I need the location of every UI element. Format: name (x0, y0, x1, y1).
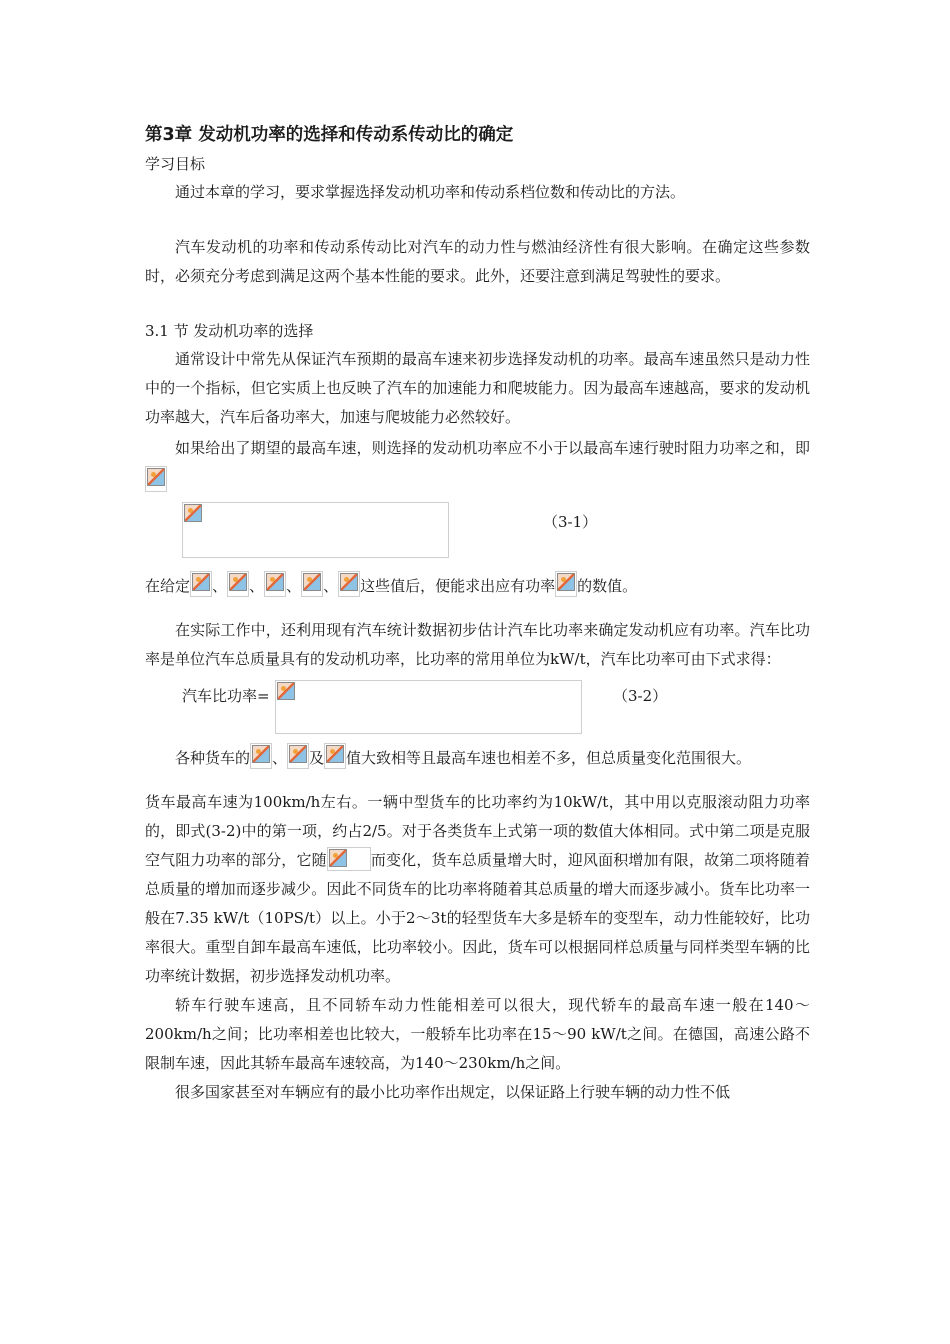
symbol-image-icon (287, 743, 309, 769)
broken-image-icon (229, 573, 247, 591)
chapter-title: 第3章 发动机功率的选择和传动系传动比的确定 (145, 125, 514, 145)
broken-image-icon (192, 573, 210, 591)
equation-3-2-image (275, 680, 582, 734)
truck-details-b: 而变化，货车总质量增大时，迎风面积增加有限，故第二项将随着总质量的增加而逐步减少。因此不同货车的比功率将随着其总质量的增大而逐步减小。货车比功率一般在7.35 kW/t（10PS/t）以上。小于2～3t的轻型货车大多是轿车的变型车，动力性能较好，比功率很大。重型自卸车最高车速低，比功率较小。因此，货车可以根据同样总质量与同样类型车辆的比功率统计数据，初步选择发动机功率。 (145, 851, 810, 985)
symbol-image-icon (301, 571, 323, 597)
paragraph-given-values (145, 570, 810, 602)
equation-3-1-image (182, 502, 449, 558)
symbol-image-icon (338, 571, 360, 597)
paragraph-specific-power: 在实际工作中，还利用现有汽车统计数据初步估计汽车比功率来确定发动机应有功率。汽车比功率是单位汽车总质量具有的发动机功率，比功率的常用单位为kW/t，汽车比功率可由下式求得： (145, 621, 810, 668)
symbol-image-icon (555, 571, 577, 597)
broken-image-icon (329, 849, 347, 867)
symbol-image-icon (324, 743, 346, 769)
broken-image-icon (266, 573, 284, 591)
given-prefix: 在给定 (145, 577, 191, 595)
given-suffix-a: 这些值后，便能求出应有功率 (360, 577, 556, 595)
truck-suffix: 值大致相等且最高车速也相差不多，但总质量变化范围很大。 (346, 749, 752, 767)
symbol-image-icon (327, 847, 371, 871)
separator: 、 (323, 577, 339, 595)
paragraph-trucks (145, 742, 810, 774)
equation-3-2-row (145, 680, 810, 742)
paragraph-max-speed: 通常设计中常先从保证汽车预期的最高车速来初步选择发动机的功率。最高车速虽然只是动力性中的一个指标，但它实质上也反映了汽车的加速能力和爬坡能力。因为最高车速越高，要求的发动机功率越大，汽车后备功率大，加速与爬坡能力必然较好。 (145, 350, 810, 426)
equation-3-2-label: 汽车比功率= (182, 687, 270, 705)
symbol-image-icon (250, 743, 272, 769)
broken-image-icon (277, 682, 295, 700)
separator: 、 (286, 577, 302, 595)
given-suffix-b: 的数值。 (577, 577, 638, 595)
separator: 、 (212, 577, 228, 595)
paragraph-cars: 轿车行驶车速高，且不同轿车动力性能相差可以很大，现代轿车的最高车速一般在140～200km/h之间；比功率相差也比较大，一般轿车比功率在15～90 kW/t之间。在德国，高速公路不限制车速，因此其轿车最高车速较高，为140～230km/h之间。 (145, 996, 810, 1072)
equation-3-1-number: （3-1） (543, 513, 598, 531)
symbol-image-icon (227, 571, 249, 597)
truck-prefix: 各种货车的 (175, 749, 251, 767)
learning-goal-text: 通过本章的学习，要求掌握选择发动机功率和传动系档位数和传动比的方法。 (175, 183, 686, 201)
broken-image-icon (303, 573, 321, 591)
section-title: 3.1 节 发动机功率的选择 (145, 322, 314, 340)
symbol-image-icon (190, 571, 212, 597)
broken-image-icon (557, 573, 575, 591)
paragraph-resistance-power (145, 432, 810, 498)
separator: 、 (272, 749, 288, 767)
symbol-image-icon (264, 571, 286, 597)
separator: 、 (249, 577, 265, 595)
equation-3-2-number: （3-2） (613, 687, 668, 705)
broken-image-icon (147, 468, 165, 486)
paragraph-regulations: 很多国家甚至对车辆应有的最小比功率作出规定，以保证路上行驶车辆的动力性不低 (175, 1083, 731, 1101)
paragraph-truck-details (145, 788, 810, 991)
truck-details-a: 货车最高车速为100km/h左右。一辆中型货车的比功率约为10kW/t，其中用以克服滚动阻力功率的，即式(3-2)中的第一项，约占2/5。对于各类货车上式第一项的数值大体相同。式中第二项是克服空气阻力功率的部分，它随 (145, 793, 810, 869)
equation-3-1-row (145, 498, 810, 570)
learning-goal-heading: 学习目标 (145, 155, 206, 173)
broken-image-icon (184, 504, 202, 522)
intro-paragraph: 汽车发动机的功率和传动系传动比对汽车的动力性与燃油经济性有很大影响。在确定这些参数时，必须充分考虑到满足这两个基本性能的要求。此外，还要注意到满足驾驶性的要求。 (145, 238, 810, 285)
formula-image-icon (145, 466, 167, 492)
document-body (145, 120, 810, 1107)
broken-image-icon (289, 745, 307, 763)
broken-image-icon (326, 745, 344, 763)
truck-and: 及 (309, 749, 325, 767)
broken-image-icon (340, 573, 358, 591)
paragraph-resistance-text: 如果给出了期望的最高车速，则选择的发动机功率应不小于以最高车速行驶时阻力功率之和，即 (175, 439, 810, 457)
broken-image-icon (252, 745, 270, 763)
